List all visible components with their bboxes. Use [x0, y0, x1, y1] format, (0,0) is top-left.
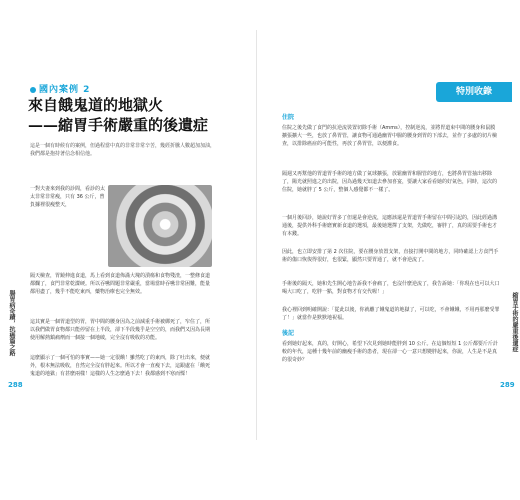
paragraph-3: 這其實是一個胃道型的胃，胃中間的腰身因為之前減重手術被綁死了，窄住了，所以我們做胃食物都只能停留在上半段，卻下半段幾乎是空空的，而我們又因為長期使用解熱鎮痛劑而一個接一個地破，完全沒有吸收的功能。 [30, 319, 211, 341]
medical-photo [108, 185, 212, 267]
right-paragraph-3: 一個月後回診，她說好胃多了但還是會逆流，這應該還是胃道胃手術留在中間引起的，因此經過溝通後，提供外科手術磨實新食道的選項，最後她選擇了支架，先做吃，審胖了，真的需要手術也才有本錢。 [282, 215, 498, 237]
right-running-header: 縮胃手術的嚴重後遺症 [511, 292, 518, 352]
right-paragraph-6: 我心裡回到明確開說：「從此以後，你就離了餓鬼道的地獄了，可以吃，不會餓餓，不用再那麼受罪了！」就當作是默默地祝福。 [282, 307, 500, 321]
right-paragraph-2: 隔週又再幫他的胃道胃手術的地方做了氣球擴張，放鬆幽胃和腸管的地方，也將鼻胃管抽出移除了，陽光就照進之的出院，因為過幾天知道去參加喜宴，要讓大家看看她的好氣色，同時，這次的住院，她就胖了 5 公斤，整個人感覺都不一樣了。 [282, 171, 498, 193]
right-paragraph-5: 手術後的隔天，她和先生開心地告訴我不會痛了，也沒什麼逆流了，我告訴她：「你現在也可以大口喝大口吃了，吃胖一點，對食物才有交代喔！」 [282, 281, 500, 295]
dot-icon [30, 87, 36, 93]
paragraph-1: 一對夫妻來到我的診間，看診的太太非常非常瘦，只有 36 公斤，曾負據裡很瘦整天， [30, 186, 106, 208]
left-running-header: 腸胃病奇蹟，抗癌篇之路 [8, 290, 15, 356]
paragraph-4: 這麼顯示了一個可怕的事實——她一定很餓！雖然吃了的東西，除了吐出來，便就外，根本無法吸收，自然完全沒有胖起來。所以才會一直瘦下去，這跟處在「餓死鬼道的地獄」有甚麼兩樣！這樣的人生怎麼過下去！我都感到不寒而慄！ [30, 355, 211, 377]
right-paragraph-4: 因此，也立即安排了第 2 次住院，要在腰身放置支架，直接打開中間的地方，同時確認上方食門手術的傷口恢復得很好，也很緊，顯然只要胃通了，就不會逆流了。 [282, 249, 499, 263]
right-paragraph-7: 看到她好起來，真的，好開心，希望下次見到她時能胖到 10 公斤。在這個短短 1 公斤都要斤斤計較的年代，這種十幾年前的幽瘦手術的患者，現在卻一心一意只想變胖起來，你說，人生是不是真的很奇妙？ [282, 341, 498, 363]
book-gutter [256, 30, 257, 440]
left-page-number: 288 [8, 381, 23, 389]
case-label: 國內案例 2 [30, 82, 90, 95]
right-paragraph-1: 住院之後先做了食門的抗逆流裝置切除手術（Amms），控制逆流，並將胃道束中間的腰身和鼠膜擴張擴大一些，也放了鼻胃管，讓食物可通過幽胃中腸的腰身到胃的下部去，並作了多處的切片檢查，以排除癌症的可能性，再放了鼻胃管，以便灌食。 [282, 125, 498, 147]
paragraph-2: 隔天檢查，胃鏡伸進食道，馬上看到食道佈滿大塊的潰瘍和食物殘渣，一整條食道都爛了，食門非常乾澀硬。所以吞嚥問題非常嚴重，當場當時吞嚥非常困難，能量都用盡了，幾乎不能吃東西，藥物治療也完全無效。 [30, 273, 211, 295]
section-heading-afterword: 後記 [282, 330, 295, 337]
section-heading-admission: 住院 [282, 114, 295, 121]
special-section-tab: 特別收錄 [436, 82, 512, 102]
right-page-number: 289 [500, 381, 515, 389]
article-title-line2: ——縮胃手術嚴重的後遺症 [28, 116, 209, 134]
article-title-line1: 來自餓鬼道的地獄火 [28, 96, 164, 114]
intro-text: 這是一個有時候有的案例，但過程當中真的非常非常辛苦，幾經折騰人數超加加油，我們都是抱持著信念相信他。 [30, 143, 216, 157]
